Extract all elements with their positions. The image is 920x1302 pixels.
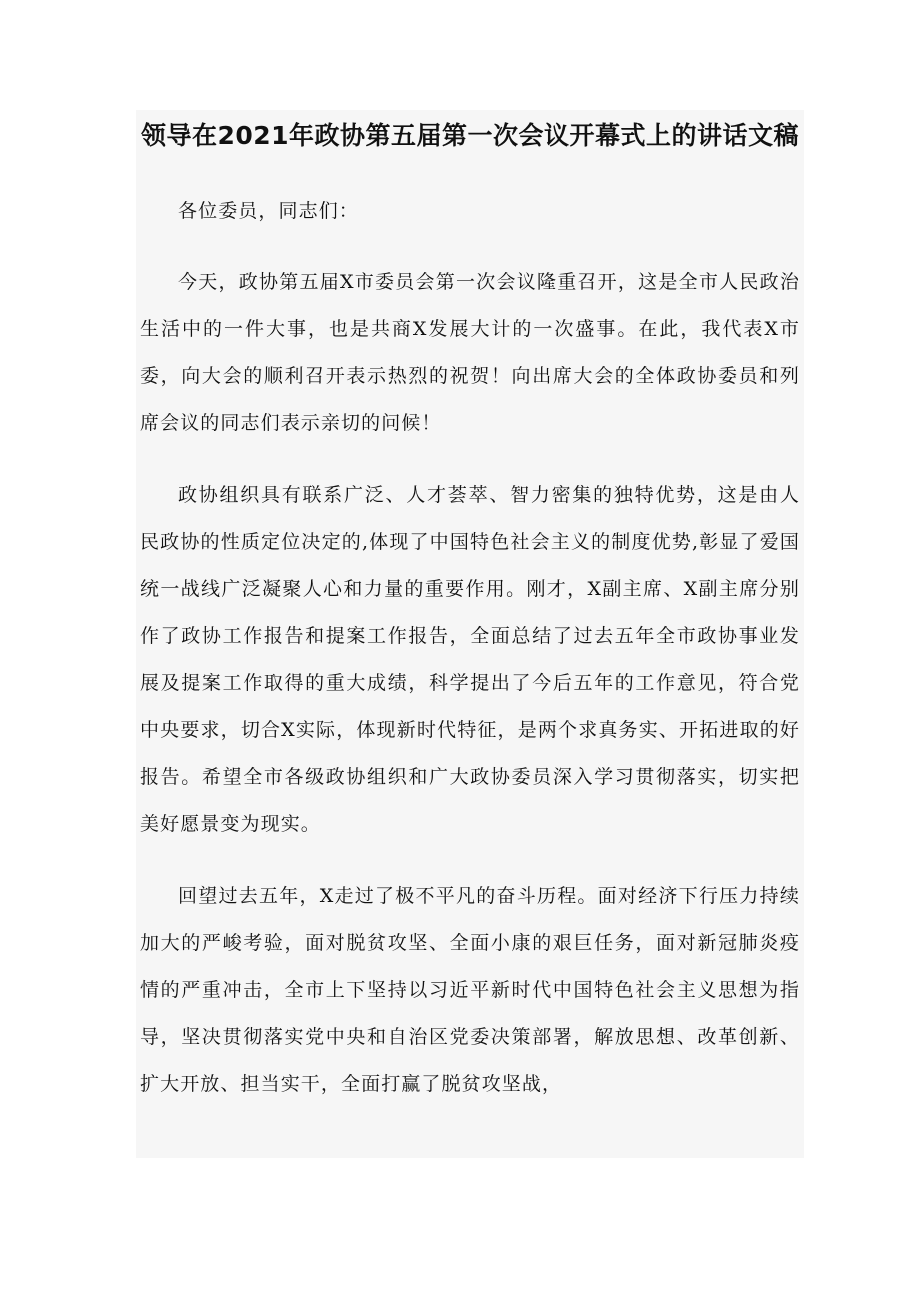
salutation: 各位委员，同志们： [178, 200, 359, 222]
document-title: 领导在2021年政协第五届第一次会议开幕式上的讲话文稿 [140, 121, 800, 150]
paragraph-review-past-five-years: 回望过去五年，X走过了极不平凡的奋斗历程。面对经济下行压力持续加大的严峻考验，面对脱贫攻坚、全面小康的艰巨任务，面对新冠肺炎疫情的严重冲击，全市上下坚持以习近平新时代中国特色社会主义思想为指导，坚决贯彻落实党中央和自治区党委决策部署，解放思想、改革创新、扩大开放、担当实干，全面打赢了脱贫攻坚战， [140, 885, 800, 1095]
document-body [140, 110, 800, 1108]
paragraph-opening: 今天，政协第五届X市委员会第一次会议隆重召开，这是全市人民政治生活中的一件大事，也是共商X发展大计的一次盛事。在此，我代表X市委，向大会的顺利召开表示热烈的祝贺！向出席大会的全体政协委员和列席会议的同志们表示亲切的问候！ [140, 271, 800, 434]
paragraph-cppcc-advantages: 政协组织具有联系广泛、人才荟萃、智力密集的独特优势，这是由人民政协的性质定位决定的,体现了中国特色社会主义的制度优势,彰显了爱国统一战线广泛凝聚人心和力量的重要作用。刚才，X副主席、X副主席分别作了政协工作报告和提案工作报告，全面总结了过去五年全市政协事业发展及提案工作取得的重大成绩，科学提出了今后五年的工作意见，符合党中央要求，切合X实际，体现新时代特征，是两个求真务实、开拓进取的好报告。希望全市各级政协组织和广大政协委员深入学习贯彻落实，切实把美好愿景变为现实。 [140, 484, 800, 835]
